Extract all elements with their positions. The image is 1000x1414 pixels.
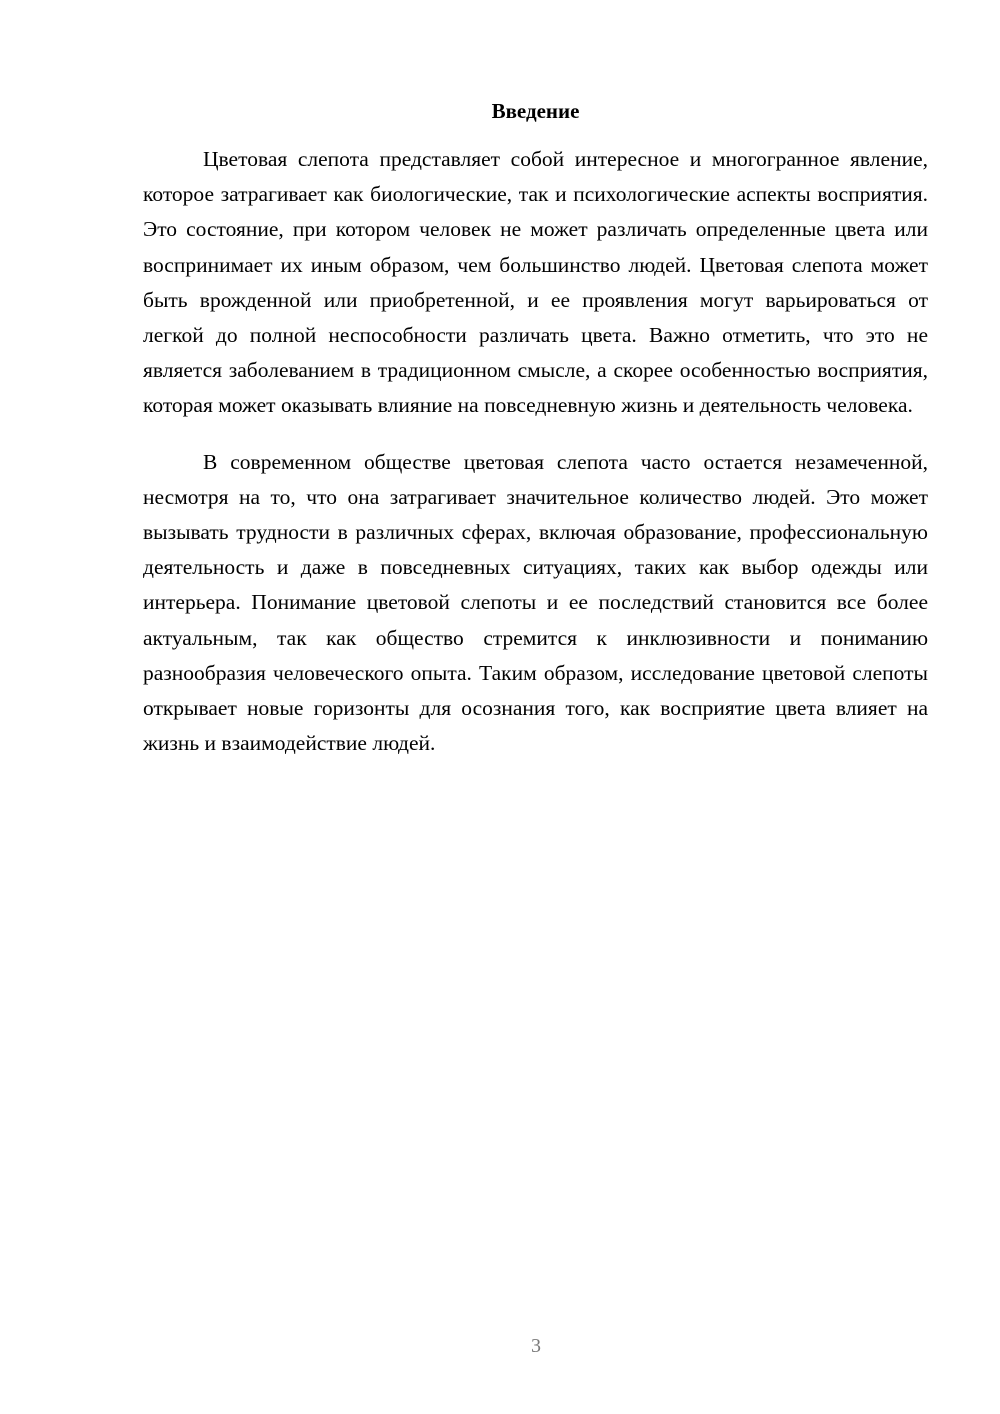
page-number: 3 bbox=[531, 1335, 541, 1357]
section-heading: Введение bbox=[491, 99, 580, 123]
paragraph-2: В современном обществе цветовая слепота часто остается незамеченной, несмотря на то, что она затрагивает значительное количество людей. Это может вызывать трудности в различных сферах, включая образование, профессиональную деятельность и даже в повседневных ситуациях, таких как выбор одежды или интерьера. Понимание цветовой слепоты и ее последствий становится все более актуальным, так как общество стремится к инклюзивности и пониманию разнообразия человеческого опыта. Таким образом, исследование цветовой слепоты открывает новые горизонты для осознания того, как восприятие цвета влияет на жизнь и взаимодействие людей. bbox=[143, 449, 928, 756]
document-body bbox=[143, 96, 928, 782]
paragraph-1: Цветовая слепота представляет собой интересное и многогранное явление, которое затрагивает как биологические, так и психологические аспекты восприятия. Это состояние, при котором человек не может различать определенные цвета или воспринимает их иным образом, чем большинство людей. Цветовая слепота может быть врожденной или приобретенной, и ее проявления могут варьироваться от легкой до полной неспособности различать цвета. Важно отметить, что это не является заболеванием в традиционном смысле, а скорее особенностью восприятия, которая может оказывать влияние на повседневную жизнь и деятельность человека. bbox=[143, 147, 928, 418]
